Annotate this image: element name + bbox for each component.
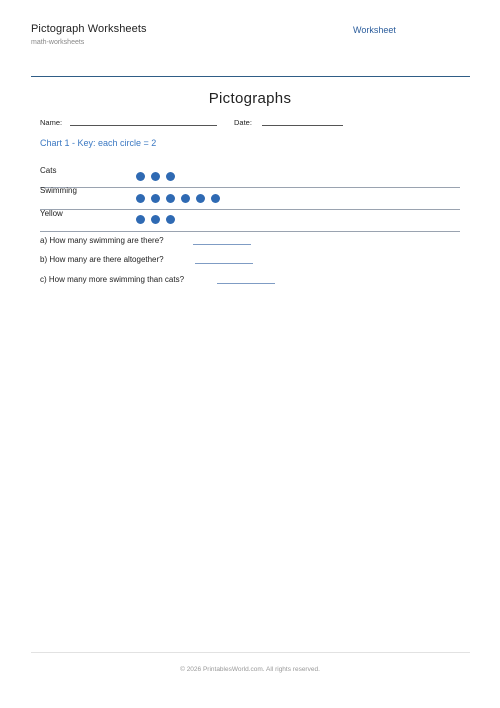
pictograph-circle bbox=[211, 194, 220, 203]
chart-title: Chart 1 - Key: each circle = 2 bbox=[40, 138, 157, 148]
page-title: Pictographs bbox=[208, 90, 292, 107]
pictograph-circle bbox=[151, 215, 160, 224]
pictograph-circle bbox=[151, 172, 160, 181]
row-divider bbox=[40, 187, 460, 188]
row-label-swimming: Swimming bbox=[40, 186, 77, 195]
question-b: b) How many are there altogether? bbox=[40, 255, 164, 264]
name-field[interactable] bbox=[70, 125, 217, 126]
site-title: Pictograph Worksheets bbox=[31, 23, 147, 35]
pictograph-circle bbox=[166, 194, 175, 203]
pictograph-circle bbox=[166, 215, 175, 224]
row-label-cats: Cats bbox=[40, 166, 57, 175]
question-a: a) How many swimming are there? bbox=[40, 236, 164, 245]
pictograph-circle bbox=[196, 194, 205, 203]
pictograph-circle bbox=[151, 194, 160, 203]
worksheet-link[interactable]: Worksheet bbox=[353, 25, 396, 35]
pictograph-circle bbox=[136, 172, 145, 181]
date-label: Date: bbox=[234, 118, 252, 127]
answer-field-c[interactable] bbox=[217, 283, 275, 284]
answer-field-a[interactable] bbox=[193, 244, 251, 245]
question-c: c) How many more swimming than cats? bbox=[40, 275, 185, 284]
pictograph-circle bbox=[136, 194, 145, 203]
pictograph-circle bbox=[166, 172, 175, 181]
row-divider bbox=[40, 209, 460, 210]
footer-copyright: © 2026 PrintablesWorld.com. All rights reserved. bbox=[180, 666, 320, 673]
row-divider bbox=[40, 231, 460, 232]
pictograph-circle bbox=[181, 194, 190, 203]
name-label: Name: bbox=[40, 118, 63, 127]
header-divider bbox=[31, 76, 470, 77]
footer-divider bbox=[31, 652, 470, 653]
answer-field-b[interactable] bbox=[195, 263, 253, 264]
site-subtitle: math-worksheets bbox=[31, 39, 85, 46]
date-field[interactable] bbox=[262, 125, 343, 126]
row-label-yellow: Yellow bbox=[40, 209, 63, 218]
pictograph-circle bbox=[136, 215, 145, 224]
